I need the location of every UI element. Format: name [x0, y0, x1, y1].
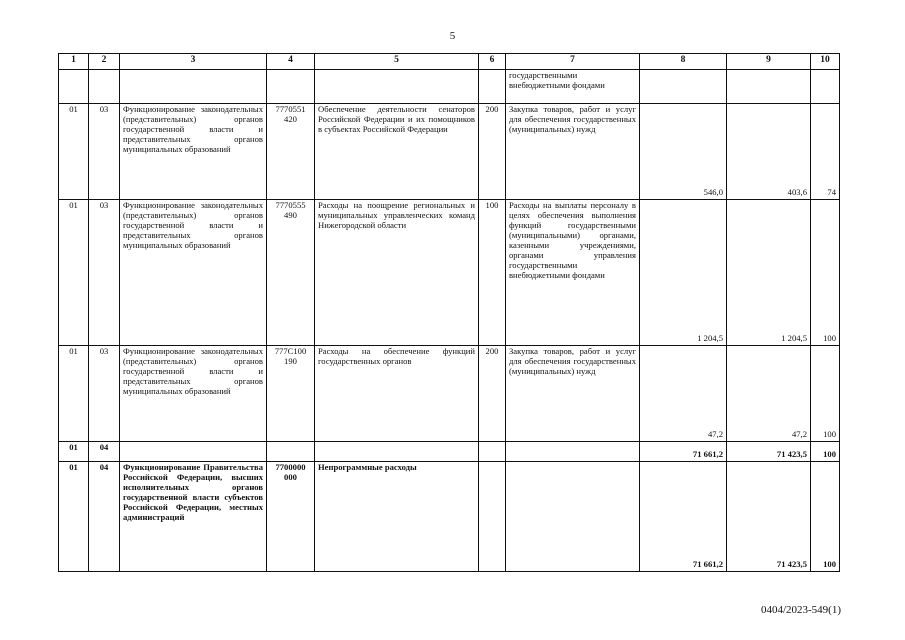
- execution-percent: 100: [811, 346, 840, 442]
- target-article-name: Непрограммные расходы: [315, 462, 479, 572]
- execution-percent: 74: [811, 104, 840, 200]
- amount-executed: 47,2: [727, 346, 811, 442]
- section-name: Функционирование законодательных (представительных) органов государственной власти и представительных органов муниципальных образований: [120, 104, 267, 200]
- subsection-code: 03: [89, 346, 120, 442]
- amount-planned: 71 661,2: [640, 442, 727, 462]
- continuation-expense-type: государственными внебюджетными фондами: [506, 70, 640, 104]
- target-article-code: 7770555 490: [267, 200, 315, 346]
- expense-type-name: Закупка товаров, работ и услуг для обеспечения государственных (муниципальных) нужд: [506, 104, 640, 200]
- header-col-6: 6: [479, 54, 506, 70]
- header-col-1: 1: [59, 54, 89, 70]
- continuation-row: [59, 70, 840, 104]
- header-row: [59, 54, 840, 70]
- header-col-8: 8: [640, 54, 727, 70]
- target-article-code: 7700000 000: [267, 462, 315, 572]
- header-col-5: 5: [315, 54, 479, 70]
- expense-type-code: 200: [479, 346, 506, 442]
- expense-type-name: Закупка товаров, работ и услуг для обеспечения государственных (муниципальных) нужд: [506, 346, 640, 442]
- header-col-7: 7: [506, 54, 640, 70]
- target-article-code: 7770551 420: [267, 104, 315, 200]
- execution-percent: 100: [811, 200, 840, 346]
- target-article-name: Расходы на поощрение региональных и муниципальных управленческих команд Нижегородской области: [315, 200, 479, 346]
- expense-type-code: 100: [479, 200, 506, 346]
- section-code: 01: [59, 346, 89, 442]
- header-col-9: 9: [727, 54, 811, 70]
- section-code: 01: [59, 200, 89, 346]
- header-col-2: 2: [89, 54, 120, 70]
- amount-planned: 47,2: [640, 346, 727, 442]
- target-article-name: Обеспечение деятельности сенаторов Российской Федерации и их помощников в субъектах Российской Федерации: [315, 104, 479, 200]
- amount-executed: 403,6: [727, 104, 811, 200]
- execution-percent: 100: [811, 462, 840, 572]
- header-col-4: 4: [267, 54, 315, 70]
- amount-executed: 71 423,5: [727, 462, 811, 572]
- target-article-name: Расходы на обеспечение функций государственных органов: [315, 346, 479, 442]
- subsection-code: 04: [89, 462, 120, 572]
- subsection-code: 04: [89, 442, 120, 462]
- subtotal-row: [59, 442, 840, 462]
- amount-executed: 1 204,5: [727, 200, 811, 346]
- header-col-3: 3: [120, 54, 267, 70]
- table-row: [59, 104, 840, 200]
- table-row: [59, 200, 840, 346]
- amount-executed: 71 423,5: [727, 442, 811, 462]
- section-code: 01: [59, 442, 89, 462]
- budget-table: [58, 53, 840, 572]
- expense-type-code: 200: [479, 104, 506, 200]
- table-row-bold: [59, 462, 840, 572]
- execution-percent: 100: [811, 442, 840, 462]
- section-name: Функционирование законодательных (представительных) органов государственной власти и представительных органов муниципальных образований: [120, 346, 267, 442]
- section-name: Функционирование законодательных (представительных) органов государственной власти и представительных органов муниципальных образований: [120, 200, 267, 346]
- document-code: 0404/2023-549(1): [760, 604, 841, 616]
- subsection-code: 03: [89, 200, 120, 346]
- subsection-code: 03: [89, 104, 120, 200]
- amount-planned: 546,0: [640, 104, 727, 200]
- section-code: 01: [59, 104, 89, 200]
- section-name: Функционирование Правительства Российской Федерации, высших исполнительных органов государственной власти субъектов Российской Федерации, местных администраций: [120, 462, 267, 572]
- amount-planned: 71 661,2: [640, 462, 727, 572]
- section-code: 01: [59, 462, 89, 572]
- amount-planned: 1 204,5: [640, 200, 727, 346]
- expense-type-name: Расходы на выплаты персоналу в целях обеспечения выполнения функций государственными (муниципальными) органами, казенными учреждениями, органами управления государственными внебюджетными фондами: [506, 200, 640, 346]
- target-article-code: 777С100 190: [267, 346, 315, 442]
- header-col-10: 10: [811, 54, 840, 70]
- table-row: [59, 346, 840, 442]
- page-number: 5: [449, 30, 456, 42]
